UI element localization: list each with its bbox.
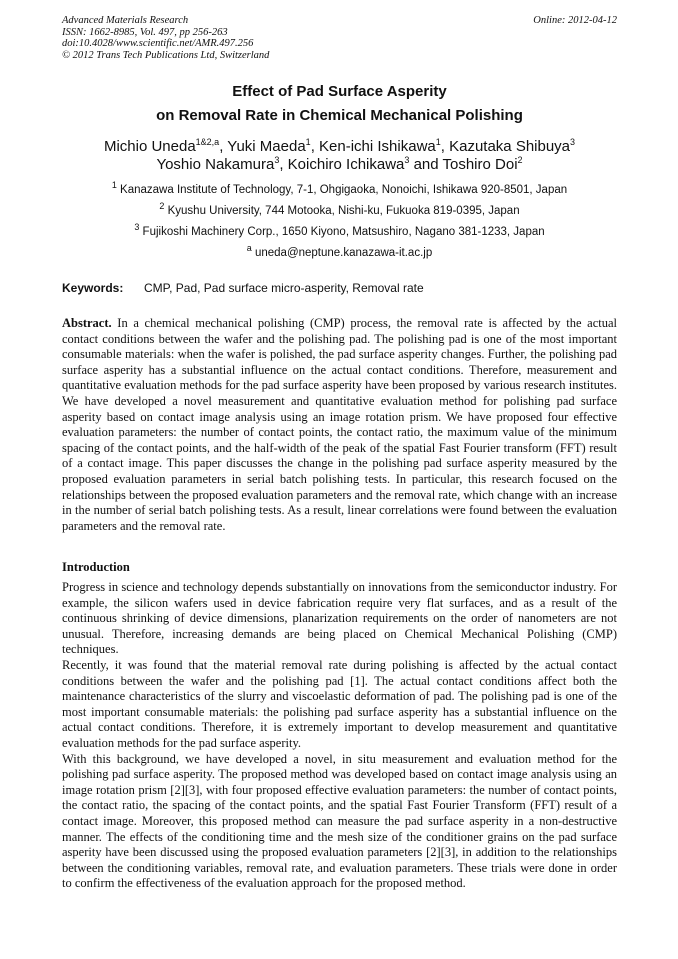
title-line-1: Effect of Pad Surface Asperity bbox=[232, 83, 447, 100]
author-affiliation-mark: 3 bbox=[570, 137, 576, 147]
corresponding-email bbox=[62, 243, 617, 264]
author-separator: , bbox=[310, 138, 320, 155]
email-text: uneda@neptune.kanazawa-it.ac.jp bbox=[251, 247, 433, 259]
abstract-text: In a chemical mechanical polishing (CMP) process, the removal rate is affected by the actual contact conditions between the wafer and the polishing pad. The polishing pad is one of the most important consumable materials: when the wafer is polished, the pad surface asperity changes. Further, the polishing pad surface asperity has a substantial influence on the actual contact conditions. Therefore, measurement and quantitative evaluation methods for the pad surface asperity have been proposed by various research institutes. We have developed a novel measurement and quantitative evaluation method for polishing pad surface asperity based on contact image analysis using an image rotation prism. We have proposed four effective evaluation parameters: the number of contact points, the contact ratio, the maximum value of the minimum spacing of the contact points, and the half-width of the peak of the spatial Fast Fourier transform (FFT) result of a contact image. This paper discusses the change in the polishing pad surface asperity measured by the proposed evaluation parameters in serial batch polishing tests. In particular, this research focused on the relationships between the proposed evaluation parameters and the removal rate, which change with an increase in the number of serial batch polishing tests. As a result, linear correlations were found between the evaluation parameters and the removal rate. bbox=[62, 316, 617, 533]
affiliation-mark: 2 bbox=[159, 201, 165, 212]
author-affiliation-mark: 1 bbox=[305, 137, 311, 147]
author-separator: , bbox=[219, 138, 228, 155]
author-name: Toshiro Doi bbox=[442, 156, 518, 173]
author-name: Michio Uneda bbox=[103, 138, 196, 155]
affiliation-2 bbox=[62, 201, 617, 222]
doi-line: doi:10.4028/www.scientific.net/AMR.497.256 bbox=[62, 38, 254, 49]
paper-title bbox=[62, 80, 617, 128]
affiliation-text: Fujikoshi Machinery Corp., 1650 Kiyono, Matsushiro, Nagano 381-1233, Japan bbox=[139, 226, 545, 238]
online-date: Online: 2012-04-12 bbox=[533, 15, 617, 26]
section-heading-introduction: Introduction bbox=[62, 560, 130, 574]
intro-paragraph: With this background, we have developed a novel, in situ measurement and evaluation method for the polishing pad surface asperity. The proposed method was developed based on contact image analysis using an image rotation prism [2][3], with four proposed effective evaluation parameters: the number of contact points, the contact ratio, the spacing of the contact points, and the spatial Fast Fourier Transform (FFT) result of a contact image. Moreover, this proposed method can measure the pad surface asperity in a non-destructive manner. The effects of the conditioning time and the mesh size of the conditioner grains on the pad surface asperity have been discussed using the proposed evaluation parameters [2][3], in addition to the relationships between the conditioning variables, removal rate, and evaluation parameters. These trials were done in order to confirm the effectiveness of the evaluation approach for the proposed method. bbox=[62, 751, 617, 891]
author-line-1 bbox=[62, 138, 617, 156]
abstract-label: Abstract. bbox=[62, 316, 112, 330]
abstract bbox=[62, 316, 617, 534]
author-line-2 bbox=[62, 156, 617, 174]
author-affiliation-mark: 3 bbox=[274, 155, 280, 165]
keywords-text: CMP, Pad, Pad surface micro-asperity, Removal rate bbox=[144, 281, 424, 295]
author-affiliation-mark: 1 bbox=[435, 137, 441, 147]
author-list bbox=[62, 138, 617, 174]
affiliation-mark: 3 bbox=[134, 222, 140, 233]
author-separator: and bbox=[409, 156, 443, 173]
journal-name: Advanced Materials Research bbox=[62, 15, 189, 26]
copyright-line: © 2012 Trans Tech Publications Ltd, Switzerland bbox=[62, 49, 270, 61]
author-name: Yoshio Nakamura bbox=[156, 156, 275, 173]
affiliation-3 bbox=[62, 222, 617, 243]
author-name: Yuki Maeda bbox=[227, 138, 306, 155]
author-separator: , bbox=[279, 156, 288, 173]
author-affiliation-mark: 2 bbox=[517, 155, 523, 165]
affiliation-text: Kyushu University, 744 Motooka, Nishi-ku, Fukuoka 819-0395, Japan bbox=[164, 205, 520, 217]
author-affiliation-mark: 3 bbox=[404, 155, 410, 165]
author-name: Kazutaka Shibuya bbox=[449, 138, 571, 155]
author-separator: , bbox=[440, 138, 450, 155]
keywords-label: Keywords: bbox=[62, 281, 124, 295]
affiliation-mark: a bbox=[246, 243, 252, 254]
publication-header bbox=[62, 15, 617, 61]
keywords bbox=[62, 281, 617, 295]
intro-paragraph: Progress in science and technology depends substantially on innovations from the semiconductor industry. For example, the silicon wafers used in device fabrication require very flat surfaces, and as a result of the continuous shrinking of device dimensions, planarization requirements on the order of nanometers are not unusual. Therefore, increasing demands are being placed on Chemical Mechanical Polishing (CMP) techniques. bbox=[62, 580, 617, 657]
title-line-2: on Removal Rate in Chemical Mechanical Polishing bbox=[156, 107, 523, 124]
affiliation-list bbox=[62, 180, 617, 264]
introduction-body bbox=[62, 580, 617, 892]
affiliation-1 bbox=[62, 180, 617, 201]
affiliation-text: Kanazawa Institute of Technology, 7-1, Ohgigaoka, Nonoichi, Ishikawa 920-8501, Japan bbox=[116, 184, 568, 196]
affiliation-mark: 1 bbox=[111, 180, 117, 191]
intro-paragraph: Recently, it was found that the material removal rate during polishing is affected by the actual contact conditions between the wafer and the polishing pad [1]. The actual contact conditions affect both the maintenance characteristics of the slurry and viscoelastic deformation of pad. The polishing pad is one of the most important consumable materials: the polishing pad surface asperity has a substantial influence on the actual contact conditions. Therefore, it is extremely important to develop measurement and quantitative evaluation methods for the pad surface asperity. bbox=[62, 657, 617, 750]
author-affiliation-mark: 1&2,a bbox=[195, 137, 220, 147]
author-name: Ken-ichi Ishikawa bbox=[319, 138, 436, 155]
author-name: Koichiro Ichikawa bbox=[287, 156, 405, 173]
issn-line: ISSN: 1662-8985, Vol. 497, pp 256-263 bbox=[62, 26, 228, 38]
